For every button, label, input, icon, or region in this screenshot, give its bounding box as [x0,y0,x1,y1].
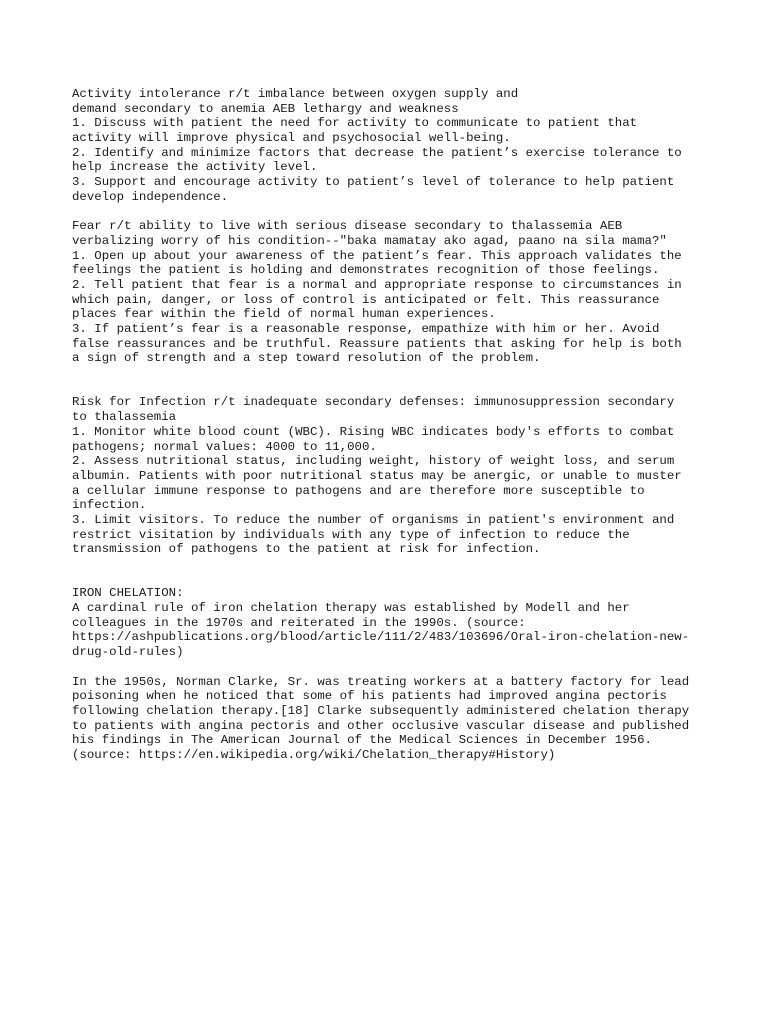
intervention-line: develop independence. [72,189,229,204]
paragraph-line: poisoning when he noticed that some of his patients had improved angina pectoris [72,689,667,704]
diagnosis-title-line: verbalizing worry of his condition--"baka mamatay ako agad, paano na sila mama?" [72,233,667,248]
intervention-line: 3. Support and encourage activity to patient’s level of tolerance to help patient [72,175,675,190]
diagnosis-title-line: Risk for Infection r/t inadequate secondary defenses: immunosuppression secondary [72,395,675,410]
section-activity-intolerance [72,87,702,205]
intervention-line: restrict visitation by individuals with any type of infection to reduce the [72,527,630,542]
intervention-line: help increase the activity level. [72,160,318,175]
section-spacer [72,366,702,395]
intervention-line: which pain, danger, or loss of control is anticipated or felt. This reassurance [72,292,660,307]
paragraph-line: following chelation therapy.[18] Clarke subsequently administered chelation therapy [72,703,690,718]
section-spacer [72,205,702,220]
intervention-line: 2. Assess nutritional status, including weight, history of weight loss, and serum [72,454,675,469]
section-heading: IRON CHELATION: [72,586,184,601]
paragraph-line: his findings in The American Journal of the Medical Sciences in December 1956. [72,733,652,748]
paragraph-line: A cardinal rule of iron chelation therapy was established by Modell and her [72,601,630,616]
intervention-line: false reassurances and be truthful. Reassure patients that asking for help is both [72,336,682,351]
intervention-line: a sign of strength and a step toward resolution of the problem. [72,351,541,366]
intervention-line: 3. If patient’s fear is a reasonable response, empathize with him or her. Avoid [72,322,660,336]
intervention-line: 2. Identify and minimize factors that decrease the patient’s exercise tolerance to [72,145,682,160]
source-url-line: (source: https://en.wikipedia.org/wiki/Chelation_therapy#History) [72,747,556,762]
section-spacer [72,557,702,586]
document-page [72,87,702,763]
section-fear [72,219,702,366]
intervention-line: a cellular immune response to pathogens and are therefore more susceptible to [72,483,645,498]
intervention-line: 2. Tell patient that fear is a normal and appropriate response to circumstances in [72,277,682,292]
intervention-line: places fear within the field of normal human experiences. [72,307,496,322]
paragraph-line: to patients with angina pectoris and other occlusive vascular disease and published [72,718,690,733]
intervention-line: 1. Open up about your awareness of the patient’s fear. This approach validates the [72,248,682,263]
intervention-line: activity will improve physical and psychosocial well-being. [72,131,511,146]
intervention-line: transmission of pathogens to the patient at risk for infection. [72,542,541,557]
diagnosis-title-line: to thalassemia [72,410,177,425]
intervention-line: albumin. Patients with poor nutritional status may be anergic, or unable to muster [72,468,682,483]
source-url-line: https://ashpublications.org/blood/article/111/2/483/103696/Oral-iron-chelation-new- [72,630,690,645]
intervention-line: 1. Discuss with patient the need for activity to communicate to patient that [72,116,638,131]
section-risk-for-infection [72,395,702,557]
intervention-line: 1. Monitor white blood count (WBC). Rising WBC indicates body's efforts to combat [72,424,675,439]
section-spacer [72,660,702,675]
paragraph-line: In the 1950s, Norman Clarke, Sr. was treating workers at a battery factory for lead [72,674,690,689]
intervention-line: 3. Limit visitors. To reduce the number of organisms in patient's environment and [72,512,675,527]
source-url-line: drug-old-rules) [72,645,184,660]
section-iron-chelation [72,586,702,659]
diagnosis-title-line: demand secondary to anemia AEB lethargy and weakness [72,101,459,116]
section-chelation-history [72,675,702,763]
intervention-line: infection. [72,498,147,513]
paragraph-line: colleagues in the 1970s and reiterated in the 1990s. (source: [72,615,526,630]
intervention-line: pathogens; normal values: 4000 to 11,000. [72,439,377,454]
diagnosis-title-line: Fear r/t ability to live with serious disease secondary to thalassemia AEB [72,219,623,234]
diagnosis-title-line: Activity intolerance r/t imbalance between oxygen supply and [72,87,519,101]
intervention-line: feelings the patient is holding and demonstrates recognition of those feelings. [72,263,660,278]
